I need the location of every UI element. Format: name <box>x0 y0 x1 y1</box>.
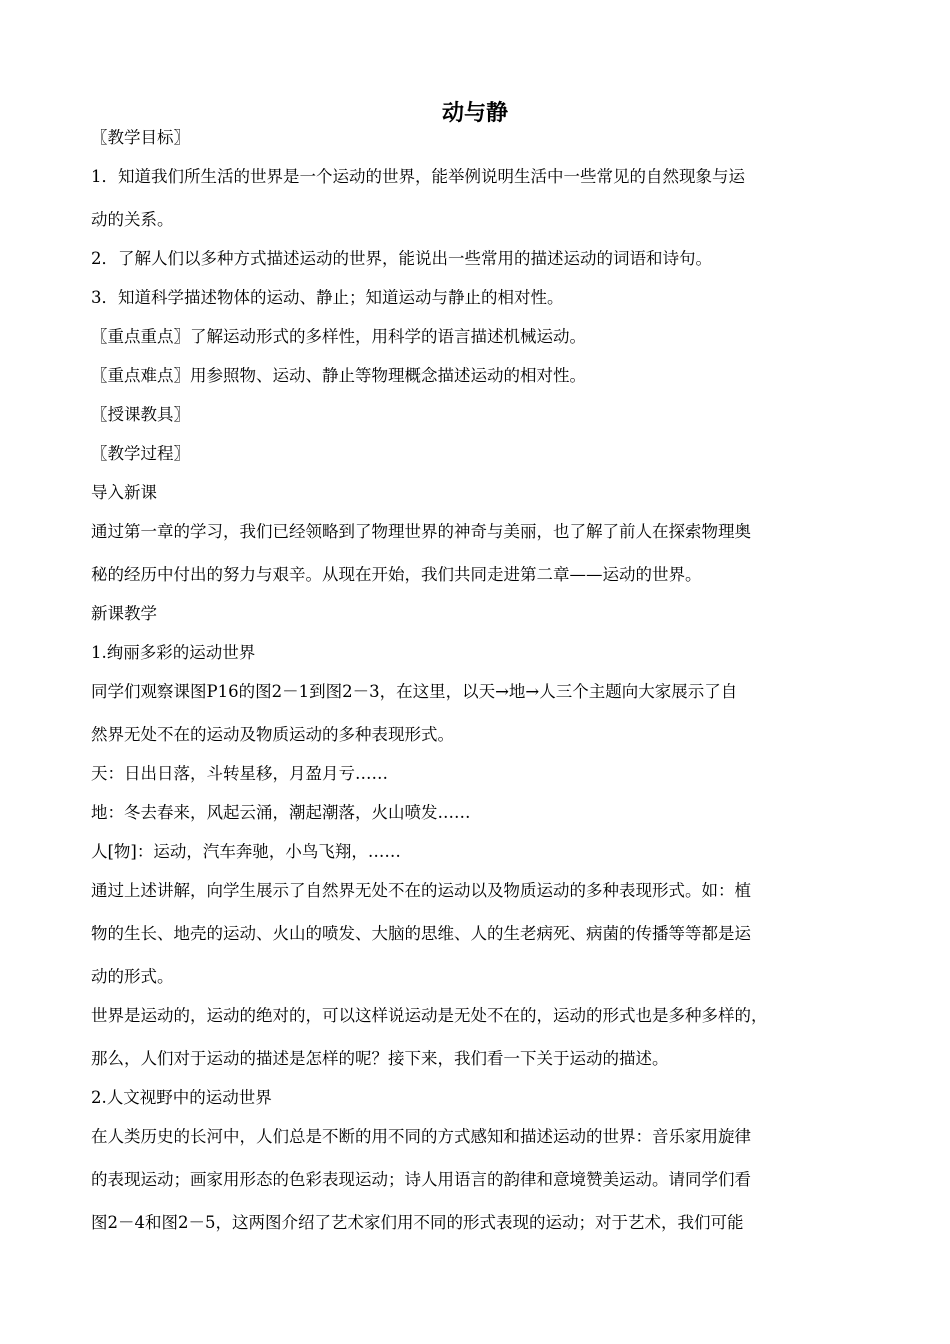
goal-1-line-1: 1．知道我们所生活的世界是一个运动的世界，能举例说明生活中一些常见的自然现象与运 <box>91 167 745 186</box>
goal-1-line-2: 动的关系。 <box>91 210 174 229</box>
humanities-paragraph-line-3: 图2－4和图2－5，这两图介绍了艺术家们用不同的形式表现的运动；对于艺术，我们可能 <box>91 1213 744 1232</box>
humanities-paragraph-line-1: 在人类历史的长河中，人们总是不断的用不同的方式感知和描述运动的世界：音乐家用旋律 <box>91 1127 751 1146</box>
document-body <box>91 126 871 1235</box>
heading-teaching-goals: 〖教学目标〗 <box>91 128 190 147</box>
world-motion-line-2: 那么，人们对于运动的描述是怎样的呢？接下来，我们看一下关于运动的描述。 <box>91 1049 669 1068</box>
difficult-points: 〖重点难点〗用参照物、运动、静止等物理概念描述运动的相对性。 <box>91 366 586 385</box>
observe-paragraph-line-1: 同学们观察课图P16的图2－1到图2－3，在这里，以天→地→人三个主题向大家展示了自 <box>91 682 738 701</box>
document-title: 动与静 <box>441 101 508 126</box>
summary-paragraph-line-1: 通过上述讲解，向学生展示了自然界无处不在的运动以及物质运动的多种表现形式。如：植 <box>91 881 751 900</box>
people-examples: 人[物]：运动，汽车奔驰，小鸟飞翔，…… <box>91 842 401 861</box>
sky-examples: 天：日出日落，斗转星移，月盈月亏…… <box>91 764 388 783</box>
summary-paragraph-line-2: 物的生长、地壳的运动、火山的喷发、大脑的思维、人的生老病死、病菌的传播等等都是运 <box>91 924 751 943</box>
section-new-lesson: 新课教学 <box>91 604 157 623</box>
world-motion-line-1: 世界是运动的，运动的绝对的，可以这样说运动是无处不在的，运动的形式也是多种多样的， <box>91 1006 768 1025</box>
key-points: 〖重点重点〗了解运动形式的多样性，用科学的语言描述机械运动。 <box>91 327 586 346</box>
earth-examples: 地：冬去春来，风起云涌，潮起潮落，火山喷发…… <box>91 803 471 822</box>
summary-paragraph-line-3: 动的形式。 <box>91 967 174 986</box>
heading-teaching-aids: 〖授课教具〗 <box>91 405 190 424</box>
subsection-2-title: 2.人文视野中的运动世界 <box>91 1088 272 1107</box>
goal-3: 3．知道科学描述物体的运动、静止；知道运动与静止的相对性。 <box>91 288 564 307</box>
humanities-paragraph-line-2: 的表现运动；画家用形态的色彩表现运动；诗人用语言的韵律和意境赞美运动。请同学们看 <box>91 1170 751 1189</box>
section-introduction: 导入新课 <box>91 483 157 502</box>
goal-2: 2．了解人们以多种方式描述运动的世界，能说出一些常用的描述运动的词语和诗句。 <box>91 249 712 268</box>
subsection-1-title: 1.绚丽多彩的运动世界 <box>91 643 256 662</box>
intro-paragraph-line-1: 通过第一章的学习，我们已经领略到了物理世界的神奇与美丽，也了解了前人在探索物理奥 <box>91 522 751 541</box>
observe-paragraph-line-2: 然界无处不在的运动及物质运动的多种表现形式。 <box>91 725 454 744</box>
intro-paragraph-line-2: 秘的经历中付出的努力与艰辛。从现在开始，我们共同走进第二章——运动的世界。 <box>91 565 702 584</box>
heading-teaching-process: 〖教学过程〗 <box>91 444 190 463</box>
